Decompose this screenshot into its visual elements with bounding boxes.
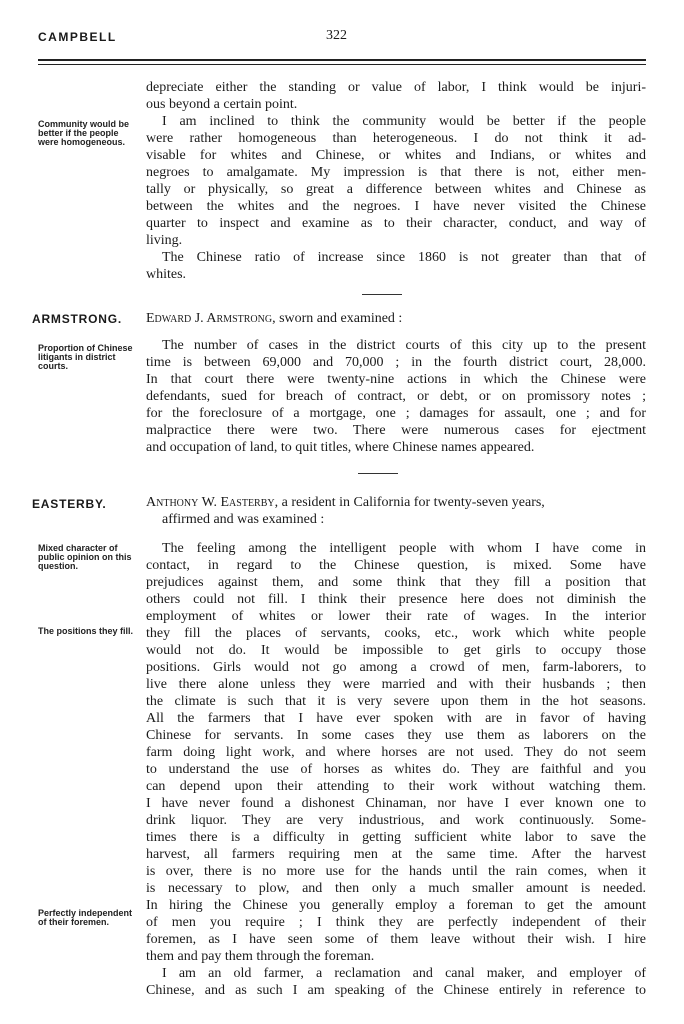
witness-intro-continued: affirmed and was examined : <box>162 512 325 527</box>
text-line: The number of cases in the district courts of this city up to the present <box>162 338 646 353</box>
text-line: contact, in regard to the Chinese question, is mixed. Some have <box>146 558 646 573</box>
text-line: Chinese, and as such I am speaking of the Chinese entirely in reference to <box>146 983 646 998</box>
text-line: and occupation of land, to quit titles, where Chinese names appeared. <box>146 440 535 455</box>
text-line: farm doing light work, and where horses are not used. They do not seem <box>146 745 646 760</box>
witness-intro-text: , a resident in California for twenty-seven years, <box>274 495 545 510</box>
text-line: The feeling among the intelligent people with whom I have come in <box>162 541 646 556</box>
header-rule-thick <box>38 59 646 61</box>
text-line: them and pay them through the foreman. <box>146 949 375 964</box>
text-line: quarter to inspect and examine as to their character, conduct, and way of <box>146 216 646 231</box>
text-line: employment of whites or lower their rate of wages. In the interior <box>146 609 646 624</box>
text-line: would not do. It would be impossible to get girls to occupy those <box>146 643 646 658</box>
margin-note: The positions they fill. <box>38 626 134 636</box>
text-line: harvest, all farmers requiring men at the same time. After the harvest <box>146 847 646 862</box>
text-line: times there is a difficulty in getting sufficient white labor to save the <box>146 830 646 845</box>
text-line: others could not fill. I think their presence here does not diminish the <box>146 592 646 607</box>
text-line: for the foreclosure of a mortgage, one ; damages for assault, one ; and for <box>146 406 646 421</box>
text-line: I am inclined to think the community would be better if the people <box>162 114 646 129</box>
speaker-label: ARMSTRONG. <box>32 312 122 326</box>
text-line: positions. Girls would not go among a crowd of men, farm-laborers, to <box>146 660 646 675</box>
text-line: whites. <box>146 267 187 282</box>
text-line: ous beyond a certain point. <box>146 97 298 112</box>
text-line: of men you require ; I think they are perfectly independent of their <box>146 915 646 930</box>
text-line: Chinese for servants. In some cases they use them as laborers on the <box>146 728 646 743</box>
witness-name: Edward J. Armstrong <box>146 311 273 326</box>
text-line: they fill the places of servants, cooks, etc., work which white people <box>146 626 646 641</box>
text-line: the climate is such that it is very severe upon them in the hot seasons. <box>146 694 646 709</box>
text-line: drink liquor. They are very industrious, and work continuously. Some- <box>146 813 646 828</box>
page-number: 322 <box>326 28 347 43</box>
witness-intro <box>146 494 545 511</box>
text-line: In hiring the Chinese you generally employ a foreman to get the amount <box>146 898 646 913</box>
text-line: living. <box>146 233 183 248</box>
text-line: can depend upon their attending to their work without watching them. <box>146 779 646 794</box>
speaker-label: EASTERBY. <box>32 497 107 511</box>
witness-intro-text: , sworn and examined : <box>272 311 403 326</box>
witness-name: Anthony W. Easterby <box>146 495 275 510</box>
margin-note: Proportion of Chinese litigants in district courts. <box>38 343 133 371</box>
margin-note: Community would be better if the people were homogeneous. <box>38 119 129 147</box>
running-head-title: CAMPBELL <box>38 30 117 44</box>
section-separator <box>362 294 402 295</box>
text-line: foremen, as I have seen some of them leave without their wish. I hire <box>146 932 646 947</box>
text-line: between the whites and the negroes. I have never visited the Chinese <box>146 199 646 214</box>
text-line: prejudices against them, and some think that they fill a position that <box>146 575 646 590</box>
witness-intro <box>146 310 402 327</box>
text-line: I am an old farmer, a reclamation and canal maker, and employer of <box>162 966 646 981</box>
text-line: time is between 69,000 and 70,000 ; in the fourth district court, 28,000. <box>146 355 646 370</box>
text-line: were rather homogeneous than heterogeneous. I do not think it ad- <box>146 131 646 146</box>
text-line: is necessary to plow, and then only a much smaller amount is needed. <box>146 881 646 896</box>
text-line: visable for whites and Chinese, or whites and Indians, or whites and <box>146 148 646 163</box>
text-line: The Chinese ratio of increase since 1860 is not greater than that of <box>162 250 646 265</box>
text-line: I have never found a dishonest Chinaman, nor have I ever known one to <box>146 796 646 811</box>
text-line: negroes to amalgamate. My impression is that there is not, either men- <box>146 165 646 180</box>
text-line: tally or physically, so great a difference between whites and Chinese as <box>146 182 646 197</box>
header-rule-thin <box>38 64 646 65</box>
text-line: to understand the use of horses as whites do. They are faithful and you <box>146 762 646 777</box>
text-line: live there alone unless they were married and with their husbands ; then <box>146 677 646 692</box>
text-line: In that court there were twenty-nine actions in which the Chinese were <box>146 372 646 387</box>
text-line: defendants, sued for breach of contract, or debt, or on promissory notes ; <box>146 389 646 404</box>
margin-note: Mixed character of public opinion on this question. <box>38 543 132 571</box>
text-line: All the farmers that I have ever spoken with are in favor of having <box>146 711 646 726</box>
margin-note: Perfectly independent of their foremen. <box>38 908 133 927</box>
text-line: malpractice there were two. There were numerous cases for ejectment <box>146 423 646 438</box>
text-line: depreciate either the standing or value of labor, I think would be injuri- <box>146 80 646 95</box>
text-line: is over, there is no more use for the hands until the rain comes, when it <box>146 864 646 879</box>
section-separator <box>358 473 398 474</box>
